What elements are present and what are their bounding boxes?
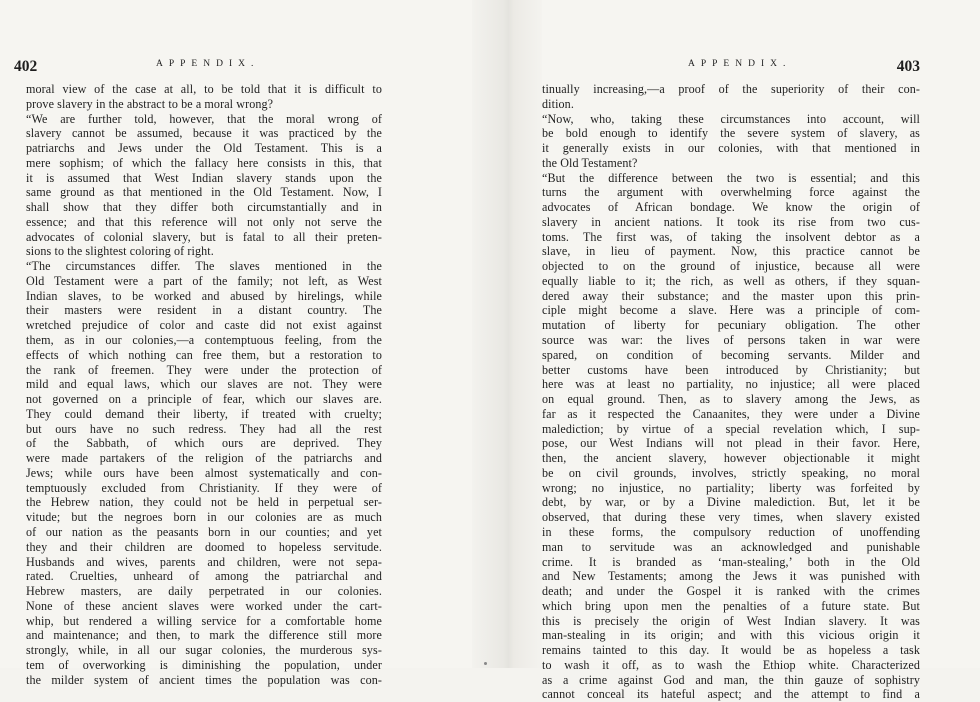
text-line: it generally exists in our colonies, with that mentioned in: [542, 141, 920, 156]
text-line: slavery in ancient nations. It took its rise from two cus-: [542, 214, 920, 229]
text-line: advocates of colonial slavery, but is fatal to all their preten-: [26, 229, 382, 244]
text-line: “But the difference between the two is essential; and this: [542, 170, 920, 185]
text-line: slave, in lieu of payment. Now, this practice cannot be: [542, 244, 920, 259]
text-line: same ground as that mentioned in the Old Testament. Now, I: [26, 185, 382, 200]
page-number: 402: [14, 58, 38, 75]
running-head: APPENDIX.: [156, 59, 260, 69]
text-line: on equal ground. Then, as to slavery among the Jews, as: [542, 392, 920, 407]
text-line: dered away their substance; and the master upon this prin-: [542, 288, 920, 303]
text-line: effects of which nothing can free them, but a restoration to: [26, 347, 382, 362]
text-line: the milder system of ancient times the population was con-: [26, 672, 382, 687]
paper-speck: [484, 662, 487, 665]
text-line: far as it respected the Canaanites, they were under a Divine: [542, 406, 920, 421]
text-line: they and their children are doomed to hopeless servitude.: [26, 539, 382, 554]
text-line: of the Sabbath, of which ours are deprived. They: [26, 436, 382, 451]
text-line: them, as in our colonies,—a contemptuous feeling, from the: [26, 333, 382, 348]
text-line: dition.: [542, 96, 574, 111]
text-line: be bold enough to identify the severe system of slavery, as: [542, 126, 920, 141]
right-page-header: [542, 58, 920, 76]
text-line: None of these ancient slaves were worked under the cart-: [26, 598, 382, 613]
running-head: APPENDIX.: [688, 59, 792, 69]
text-line: then, the ancient slavery, however objectionable it might: [542, 451, 920, 466]
text-line: death; and under the Gospel it is ranked with the crimes: [542, 584, 920, 599]
text-line: the Hebrew nation, they could not be held in perpetual ser-: [26, 495, 382, 510]
text-line: slavery cannot be assumed, because it was practiced by the: [26, 126, 382, 141]
left-page-header: [14, 58, 434, 76]
text-line: tinually increasing,—a proof of the superiority of their con-: [542, 82, 920, 96]
text-line: man-stealing in its origin; and with this vicious origin it: [542, 628, 920, 643]
text-line: their masters were resident in a distant country. The: [26, 303, 382, 318]
text-line: of our nation as the peasants born in our counties; and yet: [26, 524, 382, 539]
text-line: Hebrew masters, are daily perpetrated in our colonies.: [26, 584, 382, 599]
book-gutter: [472, 0, 542, 668]
text-line: temptuously excluded from Christianity. If they were of: [26, 480, 382, 495]
text-line: mutation of liberty for pecuniary obligation. The other: [542, 318, 920, 333]
text-line: whip, but rendered a willing service for a comfortable home: [26, 613, 382, 628]
text-line: cannot conceal its hateful aspect; and the attempt to find a: [542, 687, 920, 702]
text-line: crime. It is branded as ‘man-stealing,’ both in the Old: [542, 554, 920, 569]
right-page: [542, 0, 980, 702]
text-line: mere sophism; of which the fallacy here consists in this, that: [26, 155, 382, 170]
text-line: patriarchs and Jews under the Old Testament. This is a: [26, 141, 382, 156]
text-line: source was war: the lives of persons taken in war were: [542, 333, 920, 348]
page-number: 403: [896, 58, 920, 75]
text-line: ciple might become a slave. Here was a principle of com-: [542, 303, 920, 318]
text-line: toms. The first was, of taking the insolvent debtor as a: [542, 229, 920, 244]
text-line: spared, on condition of becoming servants. Milder and: [542, 347, 920, 362]
text-line: objected to on the ground of injustice, because all were: [542, 259, 920, 274]
text-line: this is precisely the origin of West Indian slavery. It was: [542, 613, 920, 628]
text-line: They could demand their liberty, if treated with cruelty;: [26, 406, 382, 421]
text-line: in these forms, the compulsory reduction of unoffending: [542, 524, 920, 539]
text-line: Old Testament were a part of the family; not left, as West: [26, 273, 382, 288]
left-page-body: [26, 82, 382, 687]
text-line: strongly, while, in all our sugar colonies, the murderous sys-: [26, 643, 382, 658]
text-line: Indian slaves, to be worked and abused by hirelings, while: [26, 288, 382, 303]
text-line: essence; and that this reference will not only not serve the: [26, 214, 382, 229]
right-page-body: [542, 82, 920, 702]
text-line: sions to the slightest coloring of right.: [26, 244, 214, 259]
text-line: to wash it off, as to wash the Ethiop white. Characterized: [542, 657, 920, 672]
text-line: “Now, who, taking these circumstances into account, will: [542, 111, 920, 126]
text-line: observed, that during these very times, when slavery existed: [542, 510, 920, 525]
text-line: “The circumstances differ. The slaves mentioned in the: [26, 259, 382, 274]
text-line: turns the argument with overwhelming force against the: [542, 185, 920, 200]
text-line: mild and equal laws, which our slaves are not. They were: [26, 377, 382, 392]
text-line: shall show that they differ both circumstantially and in: [26, 200, 382, 215]
text-line: “We are further told, however, that the moral wrong of: [26, 111, 382, 126]
text-line: and New Testaments; among the Jews it was punished with: [542, 569, 920, 584]
text-line: debt, by war, or by a Divine malediction. But, let it be: [542, 495, 920, 510]
text-line: malediction; by virtue of a special revelation which, I sup-: [542, 421, 920, 436]
text-line: vitude; but the negroes born in our colonies are as much: [26, 510, 382, 525]
text-line: prove slavery in the abstract to be a moral wrong?: [26, 96, 274, 111]
text-line: wretched prejudice of color and caste did not exist against: [26, 318, 382, 333]
text-line: better customs have been introduced by Christianity; but: [542, 362, 920, 377]
text-line: the Old Testament?: [542, 155, 638, 170]
text-line: which bring upon men the penalties of a future state. But: [542, 598, 920, 613]
text-line: wrong; no injustice, no partiality; liberty was forfeited by: [542, 480, 920, 495]
text-line: the rank of freemen. They were under the protection of: [26, 362, 382, 377]
text-line: pose, our West Indians will not plead in their favor. Here,: [542, 436, 920, 451]
text-line: rated. Cruelties, unheard of among the patriarchal and: [26, 569, 382, 584]
text-line: Husbands and wives, parents and children, were not sepa-: [26, 554, 382, 569]
text-line: man to servitude was an acknowledged and punishable: [542, 539, 920, 554]
text-line: were made partakers of the religion of the patriarchs and: [26, 451, 382, 466]
text-line: moral view of the case at all, to be told that it is difficult to: [26, 82, 382, 96]
text-line: equally liable to it; the rich, as well as others, if they squan-: [542, 273, 920, 288]
text-line: here was at least no partiality, no injustice; all were placed: [542, 377, 920, 392]
text-line: Jews; while ours have been almost systematically and con-: [26, 465, 382, 480]
text-line: not governed on a principle of fear, which our slaves are.: [26, 392, 382, 407]
text-line: and maintenance; and then, to mark the difference still more: [26, 628, 382, 643]
text-line: tem of overworking is diminishing the population, under: [26, 657, 382, 672]
text-line: remains tainted to this day. It would be as hopeless a task: [542, 643, 920, 658]
text-line: it is assumed that West Indian slavery stands upon the: [26, 170, 382, 185]
left-page: [0, 0, 472, 687]
text-line: as a crime against God and man, the thin gauze of sophistry: [542, 672, 920, 687]
text-line: but ours have no such redress. They had all the rest: [26, 421, 382, 436]
text-line: be on civil grounds, involves, strictly speaking, no moral: [542, 465, 920, 480]
text-line: advocates of African bondage. We know the origin of: [542, 200, 920, 215]
